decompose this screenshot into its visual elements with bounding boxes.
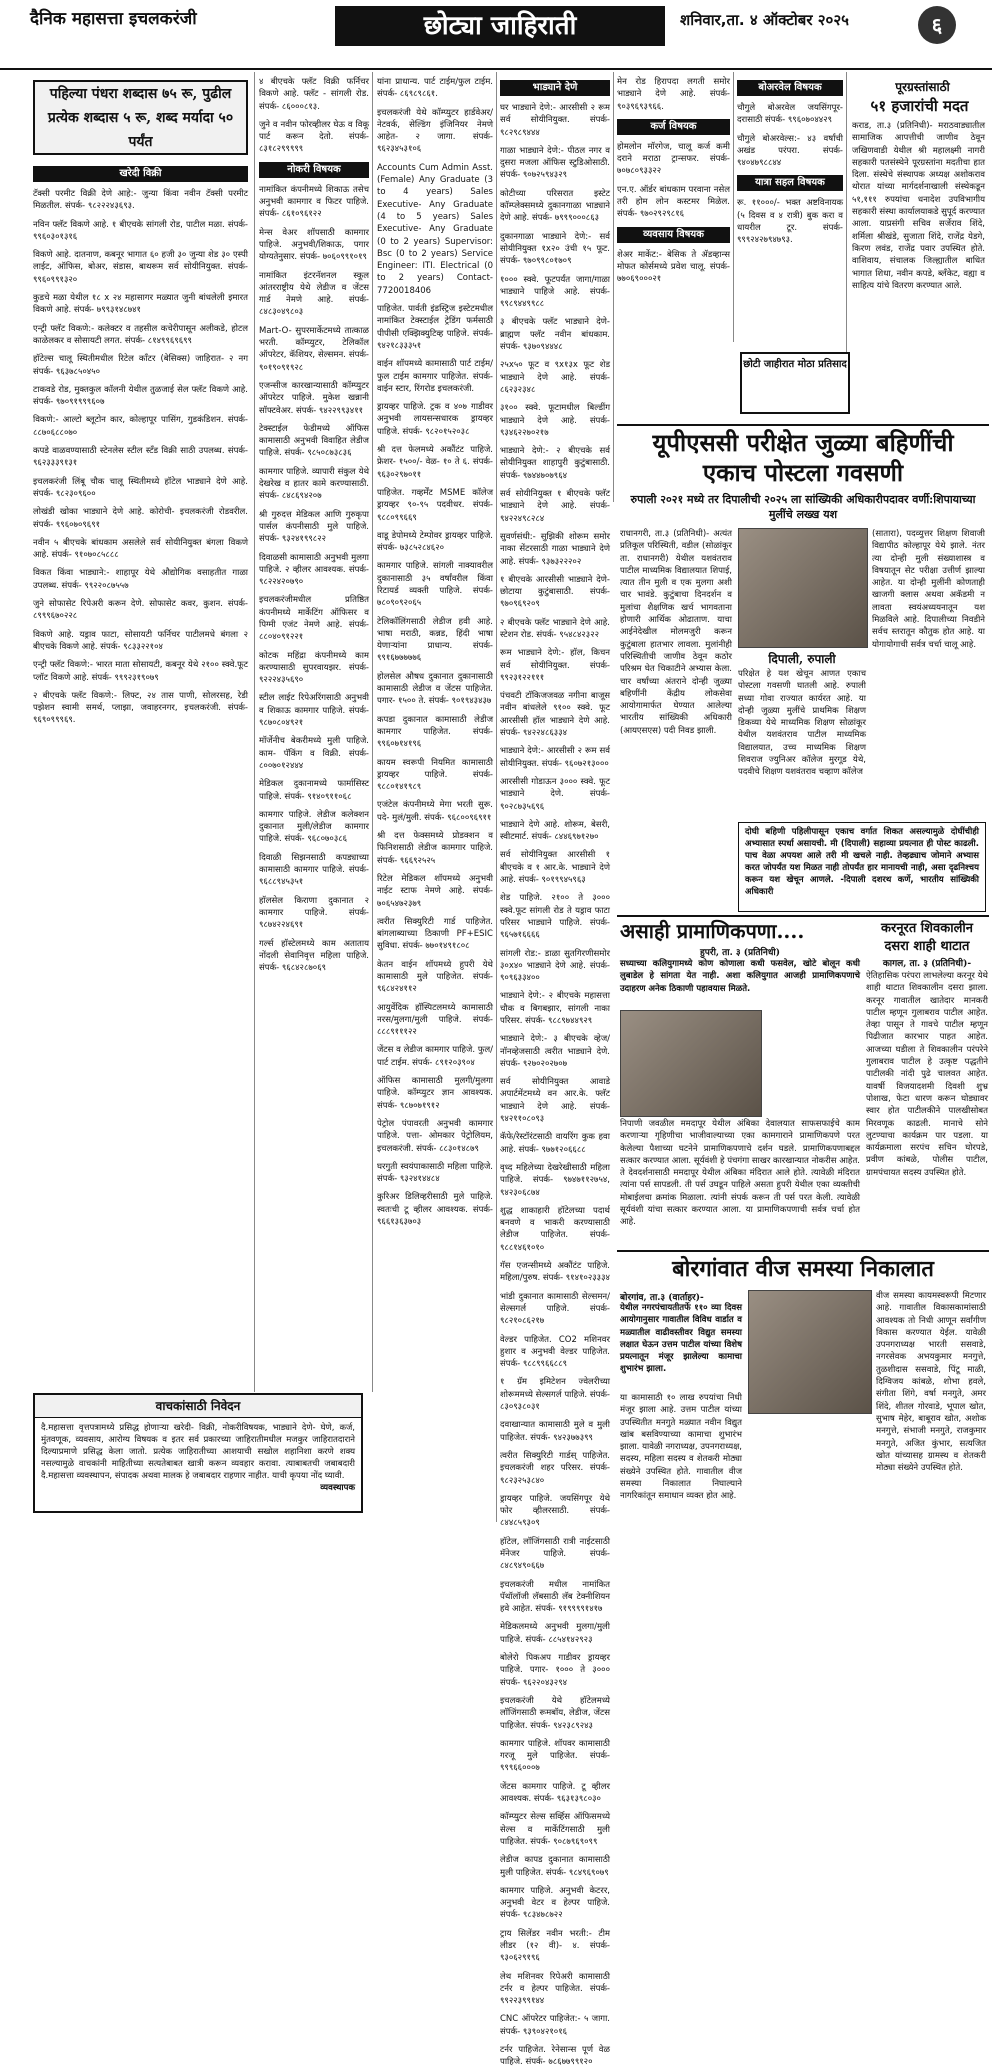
classified-ad: १ बीएचके आरसीसी भाड्याने देणे- छोटाया कुटुंबासाठी. संपर्क- ९७०९६९२०९ xyxy=(500,574,610,610)
classified-ad: नविन फ्लॅट विकणे आहे. १ बीएचके सांगली रोड, पाटील मळा. संपर्क- ९९६०३०१३१६ xyxy=(33,219,248,242)
classified-ad: एन.ए. ऑर्डर बांधकाम परवाना नसेल तरी होम लोन कस्टमर मिळेल. संपर्क- ९७०२९२९८१६ xyxy=(617,184,730,220)
classified-ad: पंचवटी टॉकिजजवळ नगीना बाजूस नवीन बांधलेले ९१०० स्क्वे. फूट आरसीसी हॉल भाड्याने देणे आहे. संपर्क- ९४२२४८६३३४ xyxy=(500,691,610,739)
classified-ad: २५x५० फूट व ९x१३x फूट शेड भाड्याने देणे आहे. संपर्क- ८६२३२३४८ xyxy=(500,360,610,395)
story-kicker: पूरग्रस्तांसाठी xyxy=(895,80,950,94)
classified-ad: दिवाळी सिझनसाठी कपड्याच्या कामासाठी कामगार पाहिजे. संपर्क- ९६८८९४५३५१ xyxy=(259,852,369,888)
classified-ad: भाड्याने देणे:- २ बीएचके महासत्ता चौक व बिगबझार, सांगली नाका परिसर. संपर्क- ९८८९७४४९२९ xyxy=(500,991,610,1026)
ad-list xyxy=(737,197,843,246)
classified-ad: वृध्द महिलेच्या देखरेखीसाठी महिला पाहिजे. संपर्क- ९७४७११२७५४, ९४२३०६८७४ xyxy=(500,1162,610,1198)
classified-ad: एन्ट्री फ्लॅट विकणे:- भारत माता सोसायटी, कबनूर येथे २१०० स्क्वे.फूट प्लॉट विकणे आहे. संपर्क- ९९९२३१९०७९ xyxy=(33,660,248,683)
classified-ad: गाळा भाड्याने देणे:- पीठल नगर व दुसरा मजला ऑफिस स्टुडिओसाठी. संपर्क- ९०७२५९४३२९ xyxy=(500,145,610,181)
ad-list xyxy=(377,76,493,1228)
classified-ad: चौगुले बोअरवेल्स:- ४३ वर्षांची अखंड परंपरा. संपर्क- ९४०४७९८८४४ xyxy=(737,133,843,169)
classified-ad: मेन रोड हिरापदा लगती समोर भाड्याने देणे आहे. संपर्क- ९०३९६९३९६६. xyxy=(617,77,730,112)
classified-ad: घरगुती स्वयंपाकासाठी महिला पाहिजे. संपर्क- ९३२४१४४८४ xyxy=(377,1161,493,1185)
classified-ad: लोखंडी खोका भाड्याने देणे आहे. कोरोची- इचलकरंजी रोडवरील. संपर्क- ९९६०७०९६९१ xyxy=(33,507,248,530)
ad-list xyxy=(617,141,730,221)
classified-ad: सर्व सोयीनियुक्त आरसीसी १ बीएचके व १ आर.के. भाड्याने देणे आहे. संपर्क- ९०१९९४५९६३ xyxy=(500,850,610,886)
classified-ad: जुने व नवीन फोरव्हीलर घेऊ व विकू पार्ट करून देतो. संपर्क- ८३१८२९९९९९ xyxy=(259,119,369,155)
upsc-headline-1: यूपीएससी परीक्षेत जुळ्या बहिणींची xyxy=(652,428,954,457)
classified-ad: १००० स्क्वे. फूटपर्यंत जागा/गाळा भाड्याने पाहिजे आहे. संपर्क- ९९८९४४९९८८ xyxy=(500,274,610,310)
classified-ad: श्री गुरुदत्त मेडिकल आणि गुरुकृपा पार्सल कंपनीसाठी मुले पाहिजे. संपर्क- ९३२४१९९८२२ xyxy=(259,509,369,545)
classified-ad: कोटीच्या परिसरात इस्टेट कॉम्प्लेक्समध्ये दुकानगाळा भाड्याने देणे आहे. संपर्क- ७९९९०००८६३ xyxy=(500,188,610,224)
classified-ad: ड्रायव्हर पाहिजे. जयसिंगपूर येथे फोर व्हीलरसाठी. संपर्क- ८४४८५९३०९ xyxy=(500,1493,610,1529)
classified-ad: मेडिकलमध्ये अनुभवी मुलगा/मुली पाहिजे. संपर्क- ८८५४१४२९२३ xyxy=(500,1622,610,1645)
classified-ad: केतन वाईन शॉपमध्ये हुपरी येथे कामासाठी मुले पाहिजेत. संपर्क- ९६८४२४११२ xyxy=(377,959,493,995)
classified-ad: CNC ऑपरेटर पाहिजेत:- ५ जागा. संपर्क- ९३९०४२१०१६ xyxy=(500,2014,610,2037)
ad-list xyxy=(259,76,369,156)
classified-ad: हॉटेल्स चालू स्थितीमधील रिटेल काँटर (बेसिक्स) जाहिरात- २ नग संपर्क- ९६३७८५०४५० xyxy=(33,354,248,377)
classified-ad: एन्ट्री फ्लॅट विकणे:- कलेक्टर व तहसील कचेरीपासून अलीकडे, होटल काळेलकर व सोसायटी लगत. संपर्क- ८१४९९६९६९९ xyxy=(33,323,248,346)
classified-ad: इचलकरंजी मधील नामांकित पॅथॉलॉजी लॅबसाठी लॅब टेक्नीशियन हवे आहेत. संपर्क- ९१९९९९१४१७ xyxy=(500,1579,610,1615)
divider xyxy=(617,915,989,917)
upsc-body-mid: परिक्षेत हे यश खेचून आणत एकाच पोस्टला गवसणी घातली आहे. रुपाली सध्या गोवा राज्यात कार्यरत आहे. या दोन्ही जुळ्या मुलींचे प्राथमिक शिक्षण डिकव्या येथे माध्यमिक शिक्षण सोळांकूर येथील यशवंतराव पाटील माध्यमिक विद्यालयात, उच्च माध्यमिक शिक्षण शिवराज ज्युनिअर कॉलेज मुरगूड येथे, पदवीचे शिक्षण यशवंतराव चव्हाण कॉलेज xyxy=(738,669,866,778)
classified-ad: सर्व सोयीनियुक्त १ बीएचके फ्लॅट भाड्याने देणे आहे. संपर्क- ९४२२४९८२८४ xyxy=(500,489,610,524)
classified-ad: चौगुले बोअरवेल जयसिंगपूर- दरासाठी संपर्क- ९९६०७०४४२९ xyxy=(737,103,843,126)
classified-ad: कामगार पाहिजे. लेडीज कलेक्शन दुकानात मुली/लेडीज कामगार पाहिजे. संपर्क- ९६८०७०३८६ xyxy=(259,809,369,845)
classified-ad: १ ग्रॅम इमिटेशन ज्वेलरीच्या शोरूममध्ये सेल्सगर्ल पाहिजे. संपर्क- ८३०९३८०३१ xyxy=(500,1377,610,1413)
borgaon-lede: येथील नगरपंचायतीतर्फे ११० व्या दिवस आयोगानुसार गावातील विविध वार्डात व मळ्यातील वाढीवस्तीवर विद्युत समस्या लक्षात घेऊन उत्तम पाटील यांच्या विशेष प्रयत्नातून मंजूर झालेल्या कामाचा शुभारंभ झाला. xyxy=(620,1303,742,1375)
section-heading-travel: यात्रा सहल विषयक xyxy=(737,175,843,191)
borgaon-photo xyxy=(748,1290,872,1414)
notice-signature: व्यवस्थापक xyxy=(320,1483,355,1493)
classified-ad: मॉर्जेनीच बेकरीमध्ये मुली पाहिजे. काम- पॅकिंग व विक्री. संपर्क- ८००७०१२४४४ xyxy=(259,736,369,771)
divider xyxy=(617,1250,989,1252)
classified-ad: इचलकरंजीमधील प्रतिष्ठित कंपनीमध्ये मार्केटिंग ऑफिसर व पिग्मी एजंट नेमणे आहे. संपर्क- ८८०४०९१२२१ xyxy=(259,595,369,643)
classified-ad: मेन्स वेअर शॉपसाठी कामगार पाहिजे. अनुभवी/शिकाऊ, पगार योग्यतेनुसार. संपर्क- ७०६०९९१०१९ xyxy=(259,227,369,263)
classified-ad: गॅस एजन्सीमध्ये अकौंटंट पाहिजे. महिला/पुरुष. संपर्क- ९१४१०२३३३४ xyxy=(500,1261,610,1284)
classified-ad: ड्रायव्हर पाहिजे. ट्रक व ४०७ गाडीवर अनुभवी लायसन्सधारक ड्रायव्हर पाहिजे. संपर्क- ९८२०१५२०३८ xyxy=(377,402,493,437)
classified-ad: जेंटस कामगार पाहिजे. टू व्हीलर आवश्यक. संपर्क- ९६३१३९८०३० xyxy=(500,1781,610,1805)
story-body: कराड, ता.३ (प्रतिनिधी)- मराठवाड्यातील सामाजिक आपत्तीची जाणीव ठेवून जखिणवाडी येथील श्री महालक्ष्मी नागरी सहकारी पतसंस्थेने पूरग्रस्तांना मदतीचा हात दिला. संस्थेचे संस्थापक अध्यक्ष अशोकराव थोरात यांच्या मार्गदर्शनाखाली संस्थेकडून ५१,१११ रुपयांचा धनादेश उपविभागीय सहकारी संस्था कार्यालयाकडे सुपूर्द करण्यात आला. याप्रसंगी सचिव सर्जेराव शिंदे, शर्मिला श्रीखंडे, सुजाता शिंदे, राजेंद्र येडगे, किरण लवंड, राजेंद्र पवार उपस्थित होते. वाशिवाय, संचालक जिल्ह्यातील बाधित भागात शिधा, नवीन कपडे, ब्लँकेट, वह्या व साहित्य यांचे वितरण करण्यात आले. xyxy=(852,121,985,291)
classified-ad: वेल्डर पाहिजेत. CO2 मशिनवर हुशार व अनुभवी वेल्डर पाहिजेत. संपर्क- ९८८९९६६८८९ xyxy=(500,1334,610,1370)
classified-ad: सर्व सोयीनियुक्त आवाडे अपार्टमेंटमध्ये वन आर.के. फ्लॅट भाड्याने देणे आहे. संपर्क- ९४२११०८०९३ xyxy=(500,1077,610,1125)
section-heading-borewell: बोअरवेल विषयक xyxy=(737,80,843,96)
classified-ad: सांगली रोड:- डाळा सुतगिरणीसमोर ३०x४० भाड्याने देणे आहे. संपर्क- ९०९६३३४०० xyxy=(500,948,610,984)
classified-ad: भाड्याने देणे आहे. शोरूम, बेसरी, स्वीटमार्ट. संपर्क- ८४४६९७१२७० xyxy=(500,819,610,843)
dasara-dateline: कागल, ता. ३ (प्रतिनिधी)- xyxy=(882,959,972,969)
classified-ad: रूम भाड्याने देणे:- हॉल, किचन सर्व सोयीनियुक्त. संपर्क- ९९२३१२२१११ xyxy=(500,648,610,683)
classified-ad: वाडू डेपोमध्ये टेम्पोवर ड्रायव्हर पाहिजे. संपर्क- ७३८५२८४६२० xyxy=(377,530,493,554)
honesty-headline: असाही प्रामाणिकपणा.... xyxy=(620,919,805,943)
classified-ad: कायम स्वरूपी नियमित कामासाठी ड्रायव्हर पाहिजे. संपर्क- ९८८०१४१९८९ xyxy=(377,757,493,793)
classified-ad: श्री दत्त फेक्समध्ये प्रोडक्शन व फिनिशसाठी लेडीज कामगार पाहिजे. संपर्क- ९६६९२५२५ xyxy=(377,831,493,866)
classified-ad: ऑफिस कामासाठी मुलगी/मुलगा पाहिजे. कॉम्प्युटर ज्ञान आवश्यक. संपर्क- ९८७०७१९१२ xyxy=(377,1076,493,1111)
dateline: शनिवार,ता. ४ ऑक्टोबर २०२५ xyxy=(680,11,849,29)
classified-ad: विकणे:- आल्टो ब्लूटोन कार, कोल्हापूर पासिंग, गुडकंडिशन. संपर्क- ८८७०६८८०७० xyxy=(33,415,248,438)
classified-ad: इचलकरंजी येथे कॉम्प्युटर हार्डवेअर/नेटवर्क, सेल्डिंग इंजिनियर नेमणे आहेत- २ जागा. संपर्क- ९६२३४५३१०६ xyxy=(377,107,493,155)
classified-ad: नवीन ५ बीएचके बांधकाम असलेले सर्व सोयीनियुक्त बंगला विकणे आहे. संपर्क- ९१०७०८५८८८ xyxy=(33,537,248,561)
section-heading-jobs: नोकरी विषयक xyxy=(259,162,369,178)
dasara-headline-2: दसरा शाही थाटात xyxy=(884,939,970,954)
classified-ad: नामांकित कंपनीमध्ये शिकाऊ तसेच अनुभवी कामगार व फिटर पाहिजे. संपर्क- ८६१०९६१२२ xyxy=(259,184,369,220)
section-heading-buy-sell: खरेदी विक्री xyxy=(33,166,248,182)
classified-ad: कामगार पाहिजे. शॉपवर कामासाठी गरजू मुले पाहिजेत. संपर्क- ९९९६६०००७ xyxy=(500,1738,610,1774)
classified-ad: इचलकरंजी लिंबू चौक चालू स्थितीमध्ये हॉटेल भाड्याने देणे आहे. संपर्क- ९८२३०९६०० xyxy=(33,476,248,499)
classified-ad: टेक्स्टाईल फेडीमध्ये ऑफिस कामासाठी अनुभवी विवाहित लेडीज पाहिजे. संपर्क- ९८५०८७३८३६ xyxy=(259,423,369,459)
section-heading-loans: कर्ज विषयक xyxy=(617,119,730,135)
page-number: ६ xyxy=(918,6,956,44)
divider xyxy=(617,424,989,426)
column-divider xyxy=(254,72,255,1392)
borgaon-dateline: बोरगांव, ता.३ (वार्ताहर)- xyxy=(620,1293,704,1303)
honesty-dateline: हुपरी, ता. ३ (प्रतिनिधी) xyxy=(700,948,781,958)
quote-box: दोघी बहिणी पहिलीपासून एकाच वर्गात शिकत असल्यामुळे दोघींचीही अभ्यासात स्पर्धा असायची. मी (दिपाली) सहाव्या प्रयत्नात ही पोस्ट काढली. पाच वेळा अपयश आले तरी मी खचले नाही. तेव्हढ्याच जोमाने अभ्यास करत जोपर्यंत यश मिळत नाही तोपर्यंत हार मानायची नाही, असा दृढनिश्चय करून यश खेचून आणले. -दिपाली दशरथ कर्णे, भारतीय सांख्यिकी अधिकारी xyxy=(738,822,986,912)
classified-ad: विकत किंवा भाड्याने:- शाहापूर येथे औद्योगिक वसाहतीत गाळा उपलब्ध. संपर्क- ९९२२०८७५५७ xyxy=(33,568,248,591)
classified-ad: पाहिजेत. पार्वती इंडस्ट्रिज इस्टेटमधील नामांकित टेक्स्टाईल ट्रेडिंग फर्मसाठी पीपीसी एक्झिक्युटिव्ह पाहिजे. संपर्क- ९४२१८३३३५१ xyxy=(377,304,493,351)
classified-ad: भाड्याने देणे:- २ बीएचके सर्व सोयीनियुक्त शाहापुरी कुटुंबासाठी. संपर्क- ९७४४७०७९६४ xyxy=(500,446,610,481)
column-divider xyxy=(846,72,847,352)
classified-ad: होलसेल औषध दुकानात दुकानासाठी कामासाठी लेडीज व जेंटस पाहिजेत. पगार- १५०० ते. संपर्क- ९०१९४३४३७ xyxy=(377,671,493,707)
section-heading-rentals: भाड्याने देणे xyxy=(500,80,610,96)
borgaon-body: या कामासाठी १० लाख रुपयांचा निधी मंजूर झाला आहे. उत्तम पाटील यांच्या उपस्थितीत मनगुते मळ्यात नवीन विद्युत खांब बसविण्याच्या कामाचा शुभारंभ झाला. यावेळी नगराध्यक्ष, उपनगराध्यक्ष, सदस्य, महिला सदस्य व शेतकरी मोठ्या संख्येने उपस्थित होते. गावातील वीज समस्या निकालात निघाल्याने नागरिकांतून समाधान व्यक्त होत आहे. xyxy=(620,1393,742,1502)
classified-ad: इचलकरंजी येथे हॉटेलमध्ये लॉजिंगसाठी रूमबॉय, लेडीज, जेंटस पाहिजेत. संपर्क- ९४२३८९२४३ xyxy=(500,1695,610,1731)
classified-ad: आरसीसी गोडाऊन ३००० स्क्वे. फूट भाड्याने देणे. संपर्क- ९०२८७३५६९६ xyxy=(500,776,610,812)
classified-ad: Mart-O- सुपरमार्केटमध्ये तात्काळ भरती. कॉम्प्युटर, टेलिकॉल ऑपरेटर, कॅशियर, सेल्समन. संपर्क- ९०१९०९१९२८ xyxy=(259,325,369,373)
classified-ad: कुरिअर डिलिव्हरीसाठी मुले पाहिजे. स्वतःची टू व्हीलर आवश्यक. संपर्क- ९६६१३६३७०३ xyxy=(377,1192,493,1228)
classified-ad: गर्ल्स हॉस्टेलमध्ये काम अताताय नोंदली सेवानिवृत्त महिला पाहिजे. संपर्क- ९६८४२८७०६९ xyxy=(259,938,369,974)
classified-ad: टाकवडे रोड, मुक्तकुल कॉलनी येथील तुळजाई सेल फ्लॅट विकणे आहे. संपर्क- ९७०९१९९९६०७ xyxy=(33,384,248,408)
classified-ad: पाहिजेत. गव्हर्मेंट MSME कॉलेज ड्रायव्हर ९०-९५ पदवीधर. संपर्क- ९८८०९९६६९ xyxy=(377,487,493,523)
reader-notice xyxy=(33,1393,363,1513)
classified-ad: टेलिकॉलिंगसाठी लेडीज हवी आहे. भाषा मराठी, कन्नड, हिंदी भाषा येणाऱ्यांना प्राधान्य. संपर्क- ९९१६७७७७७६ xyxy=(377,616,493,664)
classified-ad: आयुर्वेदिक हॉस्पिटलमध्ये कामासाठी नरस/मुलगा/मुली पाहिजे. संपर्क- ८८८९१११२२ xyxy=(377,1002,493,1038)
upsc-body-right: (सातारा), पदव्युत्तर शिक्षण शिवाजी विद्यापीठ कोल्हापूर येथे झाले. नंतर त्या दोन्ही मुली संख्याशास्त्र व विषयातून सेट परीक्षा उत्तीर्ण झाल्या आहेत. या दोन्ही मुलींनी कोणताही खाजगी क्लास अथवा अकॅडमी न लावता स्वयंअध्ययनातून यश मिळविले आहे. दिपालीच्या निवडीने सर्वच स्तरातून कौतुक होत आहे. या योगायोगाची सर्वत्र चर्चा चालू आहे. xyxy=(872,529,985,650)
ad-list xyxy=(617,76,730,113)
classified-ad: ४ बीएचके फ्लॅट विक्री फर्निचर विकणे आहे. फ्लॅट - सांगली रोड. संपर्क- ८६०००८१३. xyxy=(259,77,369,112)
ad-list xyxy=(737,102,843,169)
honesty-lede: सध्याच्या कलियुगामध्ये कोण कोणाला कधी फसवेल, खोटे बोलून कधी लुबाडेल हे सांगता येत नाही. अशा कलियुगात आजही प्रामाणिकपणाचे उदाहरण अनेक ठिकाणी पहावयास मिळते. xyxy=(620,959,860,994)
classifieds-column-3 xyxy=(377,76,493,1526)
honesty-photo xyxy=(620,1010,762,1117)
classified-ad: २ बीएचके फ्लॅट विकणे:- लिफ्ट, २४ तास पाणी, सोलरसह, रेडी पझेशन स्वामी समर्थ, प्लाझा, जवाहरनगर, इचलकरंजी. संपर्क- ९६९०९९९६९. xyxy=(33,690,248,726)
column-divider xyxy=(372,72,373,1392)
borgaon-headline: बोरगांवात वीज समस्या निकालात xyxy=(672,1256,934,1282)
classified-ad: सुवर्णसंधी:- सुझिकी शोरूम समोर नाका सेंटरसाठी गाळा भाड्याने देणे आहे. संपर्क- ९३७३२२२०२ xyxy=(500,531,610,567)
classified-ad: नामांकित इंटरनॅशनल स्कूल आंतरराष्ट्रीय येथे लेडीज व जेंटस गार्ड नेमणे आहे. संपर्क- ८४८३०४९८०३ xyxy=(259,270,369,318)
classified-ad: कोटक महिंद्रा कंपनीमध्ये काम करण्यासाठी सुपरवायझर. संपर्क- ९२२२४३५६९० xyxy=(259,650,369,686)
classified-ad: विकणे आहे. दातनाण, कबनूर भागात ६० हजी ३० जुन्या शेड ३० एस्पी लाईट, ऑफिस, बोअर, संडास, बाथरूम सर्व सोयीनियुक्त. संपर्क- ९९६०९९१३२० xyxy=(33,250,248,285)
classifieds-column-6 xyxy=(617,76,730,421)
upsc-headline-2: एकाच पोस्टला गवसणी xyxy=(702,458,904,487)
section-heading-business: व्यवसाय विषयक xyxy=(617,227,730,243)
classified-ad: टर्नर पाहिजेत. रेनेसान्स पूर्ण वेळ पाहिजे. संपर्क- ७८६७७९९१२० xyxy=(500,2045,610,2068)
borgaon-body-right: वीज समस्या कायमस्वरूपी मिटणार आहे. गावातील विकासकामांसाठी आवश्यक तो निधी आणून सर्वांगीण विकास करण्यात येईल. यावेळी उपनगराध्यक्ष भारती ससवाडे, नगरसेवक अभयकुमार मनगुत्ते, तुळशीदास ससवाडे, पिंटू माळी, दिग्विजय कांबळे, शोभा हवले, संगीता शिंगे, वर्षा मनगुते, अमर शिंदे, शीतल गोरवाडे, भूपाल खोत, सुभाष मेहेर, बाबूराव खोत, अशोक मनगुत्ते, संभाजी मनगुते, राजकुमार मनगुते, अजित कुंभार, सत्यजित खोत यांच्यासह ग्रामस्थ व शेतकरी मोठ्या संख्येने उपस्थित होते. xyxy=(876,1291,986,1474)
classified-ad: कुडचे मळा येथील १८ x २४ महासागर मळ्यात जुनी बांधलेली इमारत विकणे आहे. संपर्क- ७९९३१४८७४१ xyxy=(33,293,248,316)
page-header xyxy=(0,0,992,70)
ad-list xyxy=(617,249,730,286)
classified-ad: हॉलसेल किराणा दुकानात २ कामगार पाहिजे. संपर्क- ९८७४२२४६९१ xyxy=(259,895,369,931)
classified-ad: दुकानगाळा भाड्याने देणे:- सर्व सोयीनियुक्त १x२० उंची १५ फूट. संपर्क- ९७०९९८०१७०९ xyxy=(500,231,610,267)
classifieds-column-2 xyxy=(259,76,369,1386)
upsc-body-left: राधानगरी, ता.३ (प्रतिनिधी)- अत्यंत प्रतिकूल परिस्थिती, वडील (सोळांकूर ता. राधानगरी) येथील यशवंतराव पाटील माध्यमिक विद्यालयात शिपाई, त्यात तीन मुली व एक मुलगा अशी चार भावंडे. कुटुंबाचा दिनदर्शन व मुलांचा शैक्षणिक खर्च भागवताना होणारी आर्थिक ओढाताण. याचा आईनेदेखील मोलमजुरी करून कुटुंबाला हातभार लावला. मुलांनीही परिस्थितीची जाणीव ठेवून कठोर परिश्रम घेत चिकाटीने अभ्यास केला. चार वर्षांच्या अंतराने दोन्ही जुळ्या बहिणींनी केंद्रीय लोकसेवा आयोगामार्फत घेण्यात आलेल्या भारतीय सांख्यिकी अधिकारी (आयएसएस) पदी निवड झाली. xyxy=(620,529,732,736)
classified-ad: भांडी दुकानात कामासाठी सेल्समन/सेल्सगर्ल पाहिजे. संपर्क- ९८२१०८६२१७ xyxy=(500,1291,610,1327)
classified-ad: जेंटस व लेडीज कामगार पाहिजे. फुल/पार्ट टाईम. संपर्क- ८९१२०३९०४ xyxy=(377,1045,493,1068)
ad-list xyxy=(259,184,369,975)
classified-ad: दवाखान्यात कामासाठी मुले व मुली पाहिजेत. संपर्क- ९४२३७७३९९ xyxy=(500,1420,610,1443)
classifieds-column-1 xyxy=(33,162,248,1387)
classified-ad: कपडा दुकानात कामासाठी लेडीज कामगार पाहिजेत. संपर्क- ९९६०७१४१९६ xyxy=(377,714,493,750)
story-headline: ५१ हजारांची मदत xyxy=(870,97,969,115)
ad-rate-box: पहिल्या पंधरा शब्दास ७५ रू, पुढील प्रत्येक शब्दास ५ रू, शब्द मर्यादा ५० पर्यंत xyxy=(33,80,248,155)
honesty-body: निपाणी जवळील ममदापूर येथील अंबिका देवालयात साफसफाईचे काम करणाऱ्या गृहिणीचा भाजीवाल्याच्या एका कामगाराने प्रामाणिकपणे परत केलेल्या पैशाच्या घटनेने प्रामाणिकपणाचे दर्शन घडले. प्रामाणिकपणाबद्दल सत्कार करण्यात आला. सूर्यवंशी हे पंचगंगा साखर कारखान्यात नोकरीस आहेत. ते देवदर्शनासाठी ममदापूर येथील अंबिका मंदिरात आले होते. त्यावेळी मंदिरात त्यांना पर्स सापडली. ती पर्स उघडून पाहिले असता हुपरी येथील एका व्यक्तीची मोबाईलचा क्रमांक मिळाला. त्यांनी संपर्क करून ती पर्स परत केली. त्यावेळी सूर्यवंशी यांचा सत्कार करण्यात आला. या प्रामाणिकपणाची सर्वत्र चर्चा होत आहे. xyxy=(620,1119,860,1228)
classified-ad: एजंटेल कंपनीमध्ये मेगा भरती सुरू. पदे- मुलं/मुली. संपर्क- ९६८००९६९११ xyxy=(377,800,493,823)
classifieds-column-7 xyxy=(737,76,843,348)
classified-ad: मेडिकल दुकानामध्ये फार्मासिस्ट पाहिजे. संपर्क- ९१४०९११०६८ xyxy=(259,779,369,802)
classified-ad: एजन्सीज कारखान्यासाठी कॉम्प्युटर ऑपरेटर पाहिजे. मुकेश खन्नानी सॉफ्टवेअर. संपर्क- ९४२२९९३४११ xyxy=(259,380,369,416)
classified-ad: बोलेरो पिकअप गाडीवर ड्रायव्हर पाहिजे. पगार- १००० ते ३००० संपर्क- ९६२२०४३२९४ xyxy=(500,1653,610,1688)
classified-ad: रिटेल मेडिकल शॉपमध्ये अनुभवी नाईट स्टाफ नेमणे आहे. संपर्क- ७०६५४७२३७९ xyxy=(377,873,493,909)
classified-ad: त्वरीत सिक्युरिटी गार्डस् पाहिजेत. इचलकरंजी शहर परिसर. संपर्क- ९८२३२५३८४० xyxy=(500,1450,610,1486)
classified-ad: रू. ११०००/- भक्त अष्टविनायक (५ दिवस व ४ रात्री) बुक करा व धायरील टूर. संपर्क- ९९९२४२७९४७९३. xyxy=(737,198,843,246)
classified-ad: जुने सोफासेट रिपेअरी करून देणे. सोफासेट कवर, कुशन. संपर्क- ८९९९६७०२२८ xyxy=(33,599,248,622)
sisters-photo xyxy=(738,528,868,648)
classified-ad: विकणे आहे. यड्राव फाटा, सोसायटी फर्निचर पाटीलमधे बंगला २ बीएचके विकणे आहे. संपर्क- ९८३३२२१०४ xyxy=(33,629,248,652)
classified-ad: कपडे वाळवण्यासाठी स्टेनलेस स्टील स्टँड विक्री साठी उपलब्ध. संपर्क- ९६२३३३९१३१ xyxy=(33,446,248,469)
classified-ad: घर भाड्याने देणे:- आरसीसी २ रूम सर्व सोयीनियुक्त. संपर्क- ९८२९८९४४४ xyxy=(500,103,610,138)
classified-ad: लेथ मशिनवर रिपेअरी कामासाठी टर्नर व हेल्पर पाहिजेत. संपर्क- ९९२२३९९१४४ xyxy=(500,1971,610,2007)
classified-ad: भाड्याने देणे:- आरसीसी २ रूम सर्व सोयीनियुक्त. संपर्क- ९६०७२१३००० xyxy=(500,746,610,769)
classified-ad: टॅक्सी परमीट विक्री देणे आहे:- जुन्या किंवा नवीन टॅक्सी परमीट मिळतील. संपर्क- ९८२२२४३६९३. xyxy=(33,189,248,212)
classified-ad: शेड पाहिजे. २१०० ते ३००० स्क्वे.फूट सांगली रोड ते यड्राव फाटा परिसर भाड्याने पाहिजे. संपर्क- ९६५७१६६६६ xyxy=(500,893,610,941)
classified-ad: ३ बीएचके फ्लॅट भाड्याने देणे- ब्राह्मण फ्लॅट नवीन बांधकाम. संपर्क- ९३७०९४४४८ xyxy=(500,317,610,353)
classified-ad: कामगार पाहिजे. सांगली नाक्यावरील दुकानासाठी ३५ वर्षांवरील किंवा रिटायर्ड व्यक्ती पाहिजे. संपर्क- ७८०९०९२०६५ xyxy=(377,561,493,609)
classified-ad: श्री दत्त फेलमध्ये अकौंटंट पाहिजे. फ्रेशर- १५००/- वेळ- १० ते ६. संपर्क- ९६३०२९७०११ xyxy=(377,445,493,480)
photo-caption: दिपाली, रुपाली xyxy=(768,652,836,666)
classified-ad: २ बीएचके फ्लॅट भाड्याने देणे आहे. स्टेशन रोड. संपर्क- ९५४८४२३२२ xyxy=(500,617,610,640)
classified-ad: ३१०० स्क्वे. फूटामधील बिल्डींग भाड्याने देणे आहे. संपर्क- ९३४६२२७०२१७ xyxy=(500,403,610,438)
promo-box: छोटी जाहीरात मोठा प्रतिसाद xyxy=(740,352,850,414)
ad-list xyxy=(500,102,610,2069)
classified-ad: शेअर मार्केट:- बेसिक ते ॲडव्हान्स मोफत कोर्समध्ये प्रवेश चालू. संपर्क- ७७०६९०००२१ xyxy=(617,249,730,285)
ad-list xyxy=(33,188,248,727)
section-banner: छोट्या जाहिराती xyxy=(335,6,665,46)
classified-ad: होमलोन मॉरगेज, चालू कर्ज कमी दराने मराठा ट्रान्सफर. संपर्क- ७०७८०९३३२२ xyxy=(617,141,730,177)
classifieds-column-4 xyxy=(500,76,610,2068)
upsc-subhead: रुपाली २०२१ मध्ये तर दिपालीची २०२५ ला सांख्यिकी अधिकारीपदावर वर्णी:शिपायाच्या मुलींचे लख्ख यश xyxy=(630,493,976,521)
dasara-body: ऐतिहासिक परंपरा लाभलेल्या करनूर येथे शाही थाटात शिवकालीन दसरा झाला. करनूर गावातील खातेदार मानकरी पाटील म्हणून गुलाबराव पाटील आहेत. तेव्हा पासून ते गावचे पाटील म्हणून पिढीजात कारभार पाहत आहेत. आजच्या घडीला ते शिवकालीन परंपरेने गुलाबराव पाटील हे उत्कृष्ट पद्धतीने पाटीलकी नांदी पुढे चालवत आहेत. यावर्षी विजयादशमी दिवशी शुभ्र पोशाख, फेटा धारण करून घोड्यावर स्वार होत पाटीलकीने पालखीसोबत मिरवणूक काढली. मानाचे सोने लुटण्याचा कार्यक्रम पार पडला. या कार्यक्रमाला सरपंच सचिन घोरपडे, प्रवीण कांबळे, पोलीस पाटील, ग्रामपंचायत सदस्य उपस्थित होते. xyxy=(866,971,988,1178)
notice-title: वाचकांसाठी निवेदन xyxy=(35,1395,361,1418)
classified-ad: कामगार पाहिजे. अनुभवी केटरर, अनुभवी वेटर व हेल्पर पाहिजे. संपर्क- ९८३४७८७२२ xyxy=(500,1885,610,1921)
masthead: दैनिक महासत्ता इचलकरंजी xyxy=(30,9,197,29)
classified-ad: कॅफे/रेस्टॉरंटसाठी वायरिंग कुक हवा आहे. संपर्क- ९७७१२०६६८८ xyxy=(500,1132,610,1155)
column-divider xyxy=(733,72,734,342)
classified-ad: ट्राय सिलेंडर नवीन भरती:- टीम लीडर (१२ वी)- ४. संपर्क- ९३०६२९१९६ xyxy=(500,1928,610,1964)
classified-ad: कामगार पाहिजे. व्यापारी संकुल येथे देखरेख व हातर कामे करण्यासाठी. संपर्क- ८४८६९४२०७ xyxy=(259,466,369,502)
classified-ad: यांना प्राधान्य. पार्ट टाईम/फुल टाईम. संपर्क- ८६९८९८६१. xyxy=(377,77,493,100)
classified-ad: त्वरीत सिक्युरिटी गार्ड पाहिजेत. बांगलाब्याच्या ठिकाणी PF+ESIC सुविधा. संपर्क- ७७०१४९१८०८ xyxy=(377,916,493,952)
classified-ad: शुद्ध शाकाहारी हॉटेलच्या पदार्थ बनवणे व भाकरी करण्यासाठी लेडीज पाहिजेत. संपर्क- ९८८१४६१०१० xyxy=(500,1205,610,1253)
classified-ad: दिवाळसी कामासाठी अनुभवी मुलगा पाहिजे. २ व्हीलर आवश्यक. संपर्क- ९८२२४२०७९० xyxy=(259,552,369,588)
classified-ad: कॉम्प्युटर सेल्स सर्व्हिस ऑफिसमध्ये सेल्स व मार्केटिंगसाठी मुली पाहिजेत. संपर्क- ९०८७९६९०९९ xyxy=(500,1812,610,1847)
notice-body: दै.महासत्ता वृत्तपत्रामध्ये प्रसिद्ध होणाऱ्या खरेदी- विक्री, नोकरीविषयक, भाड्याने देणे- घेणे, कर्ज, मुंतवणूक, व्यवसाय, आरोग्य विषयक व इतर सर्व प्रकारच्या जाहिरातीमधील मजकुर जाहिरातदाराने दिल्याप्रमाणे प्रसिद्ध केला जातो. प्रत्येक जाहिरातीच्या आशयाची सखोल शहानिशा करणे शक्य नसल्यामुळे वाचकांनी माहितीच्या सत्यतेबाबत खात्री करून व्यवहार करावा. त्याबाबतची जबाबदारी दै.महासत्ता व्यवस्थापन, संपादक अथवा मालक हे जबाबदार राहणार नाहीत. याची कृपया नोंद घ्यावी. xyxy=(41,1423,355,1481)
classified-ad: Accounts Cum Admin Asst. (Female) Any Graduate (3 to 4 years) Sales Executive- Any Graduate (4 to 5 years) Sales Executive- Any Graduate (0 to 2 years) Supervisor: Bsc (0 to 2 years) Service Engineer: ITI. Electrical (0 to 2 years) Contact- 7720018406 xyxy=(377,162,493,296)
column-divider xyxy=(496,72,497,1522)
classified-ad: लेडीज कापड दुकानात कामासाठी मुली पाहिजेत. संपर्क- ९८४९६९०७९ xyxy=(500,1855,610,1878)
column-divider xyxy=(613,72,614,502)
classified-ad: स्टील लाईट रिपेअरिंगसाठी अनुभवी व शिकाऊ कामगार पाहिजे. संपर्क- ९८७०८०४९२१ xyxy=(259,693,369,729)
classified-ad: हॉटेल, लॉजिंगसाठी रात्री नाईटसाठी मॅनेजर पाहिजे. संपर्क- ८४८९४९०६६७ xyxy=(500,1536,610,1572)
classified-ad: भाड्याने देणे:- ३ बीएचके व्हेज/नॉनव्हेजसाठी त्वरीत भाड्याने देणे. संपर्क- ९२७०२०२७०७ xyxy=(500,1034,610,1069)
dasara-headline-1: करनूरत शिवकालीन xyxy=(881,921,973,936)
classified-ad: पेट्रोल पंपावरती अनुभवी कामगार पाहिजे. पत्ता- ओमकार पेट्रोलियम, इचलकरंजी. संपर्क- ८८३०१४८७९ xyxy=(377,1118,493,1154)
classified-ad: वाईन शॉपमध्ये कामासाठी पार्ट टाईम/फुल टाईम कामगार पाहिजेत. संपर्क- वाईन स्टार, रिंगरोड इचलकरंजी. xyxy=(377,359,493,394)
